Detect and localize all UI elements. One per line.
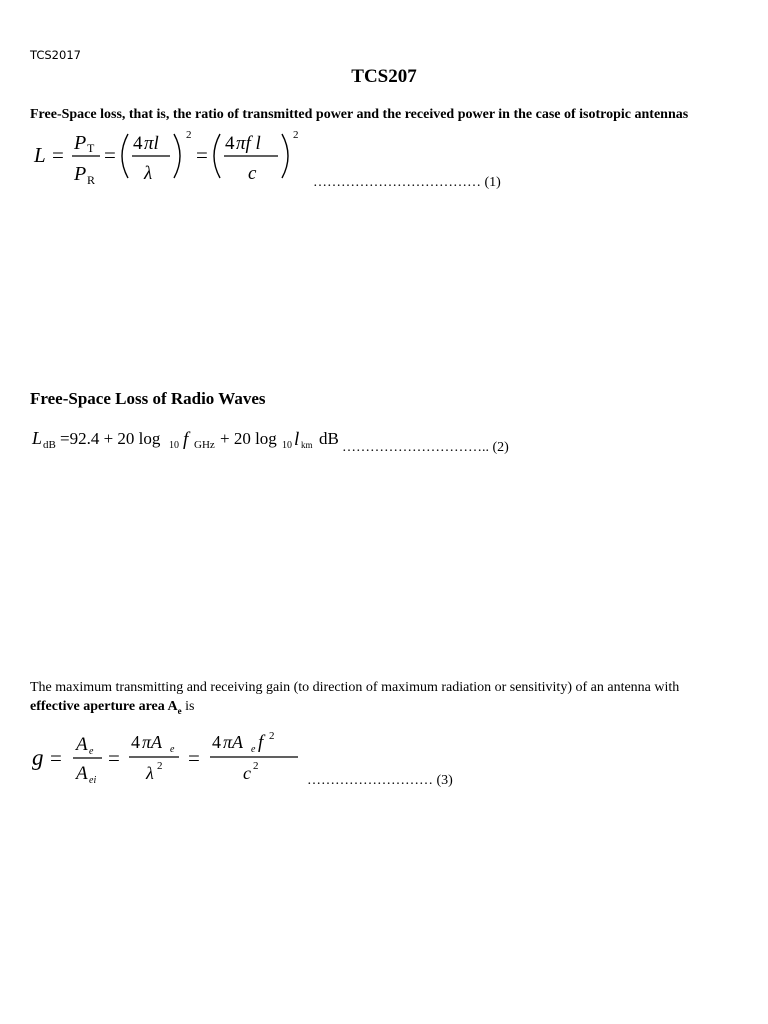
equation-2-number: ………………………….. (2) [342,440,509,455]
svg-text:l: l [294,429,300,450]
svg-text:f: f [183,429,189,450]
svg-text:10: 10 [169,440,179,451]
effective-aperture-subscript: e [177,705,182,716]
effective-aperture-label: effective aperture area A [30,699,178,714]
svg-text:e: e [170,744,175,755]
svg-text:2: 2 [186,129,192,141]
svg-text:R: R [87,173,96,186]
svg-text:km: km [301,440,313,450]
svg-text:πl: πl [144,133,159,154]
svg-text:2: 2 [293,129,299,141]
svg-text:=: = [188,746,200,770]
svg-text:=: = [52,143,64,167]
svg-text:4: 4 [133,133,143,154]
svg-text:=: = [104,143,116,167]
svg-text:dB: dB [319,429,339,448]
svg-text:λ: λ [144,163,153,184]
svg-text:P: P [74,132,87,154]
svg-text:=: = [108,746,120,770]
page-title: TCS207 [351,66,417,87]
equation-1-free-space-loss [30,128,320,186]
svg-text:dB: dB [43,439,56,451]
svg-text:L: L [34,143,46,167]
svg-text:2: 2 [253,760,259,772]
antenna-gain-text-end: is [181,699,195,714]
svg-text:=92.4 + 20 log: =92.4 + 20 log [60,429,161,448]
free-space-loss-intro: Free-Space loss, that is, the ratio of transmitted power and the received power in the case of isotropic antennas [30,107,689,122]
svg-text:ei: ei [89,775,97,786]
svg-text:GHz: GHz [194,439,215,451]
svg-text:c: c [243,763,251,783]
svg-text:P: P [74,163,87,185]
svg-text:A: A [76,734,88,755]
equation-3-antenna-gain [30,728,310,788]
svg-text:=: = [196,143,208,167]
svg-text:A: A [76,763,88,784]
antenna-gain-text: The maximum transmitting and receiving gain (to direction of maximum radiation or sensitivity) of an antenna with [30,680,680,695]
svg-text:2: 2 [269,730,275,742]
section-heading-free-space-loss: Free-Space Loss of Radio Waves [30,389,266,408]
svg-text:10: 10 [282,440,292,451]
svg-text:L: L [32,428,43,448]
svg-text:πA: πA [223,732,244,752]
document-header-code: TCS2017 [30,48,81,62]
svg-text:πA: πA [142,732,163,752]
svg-text:4: 4 [131,732,140,752]
svg-text:+ 20 log: + 20 log [220,429,277,448]
equation-1-number: ……………………………… (1) [313,175,501,190]
svg-text:c: c [248,163,257,184]
svg-text:e: e [89,746,94,757]
svg-text:4: 4 [225,133,235,154]
svg-text:f: f [258,732,264,753]
svg-text:2: 2 [157,760,163,772]
antenna-gain-description [30,678,750,721]
equation-3-number: ……………………… (3) [307,773,453,788]
svg-text:g: g [32,745,44,770]
equation-2-free-space-loss-db [30,424,342,456]
svg-text:=: = [50,746,62,770]
svg-text:4: 4 [212,732,221,752]
svg-text:T: T [87,141,95,155]
svg-text:λ: λ [146,763,154,783]
svg-text:πf l: πf l [236,133,261,154]
svg-text:e: e [251,744,256,755]
